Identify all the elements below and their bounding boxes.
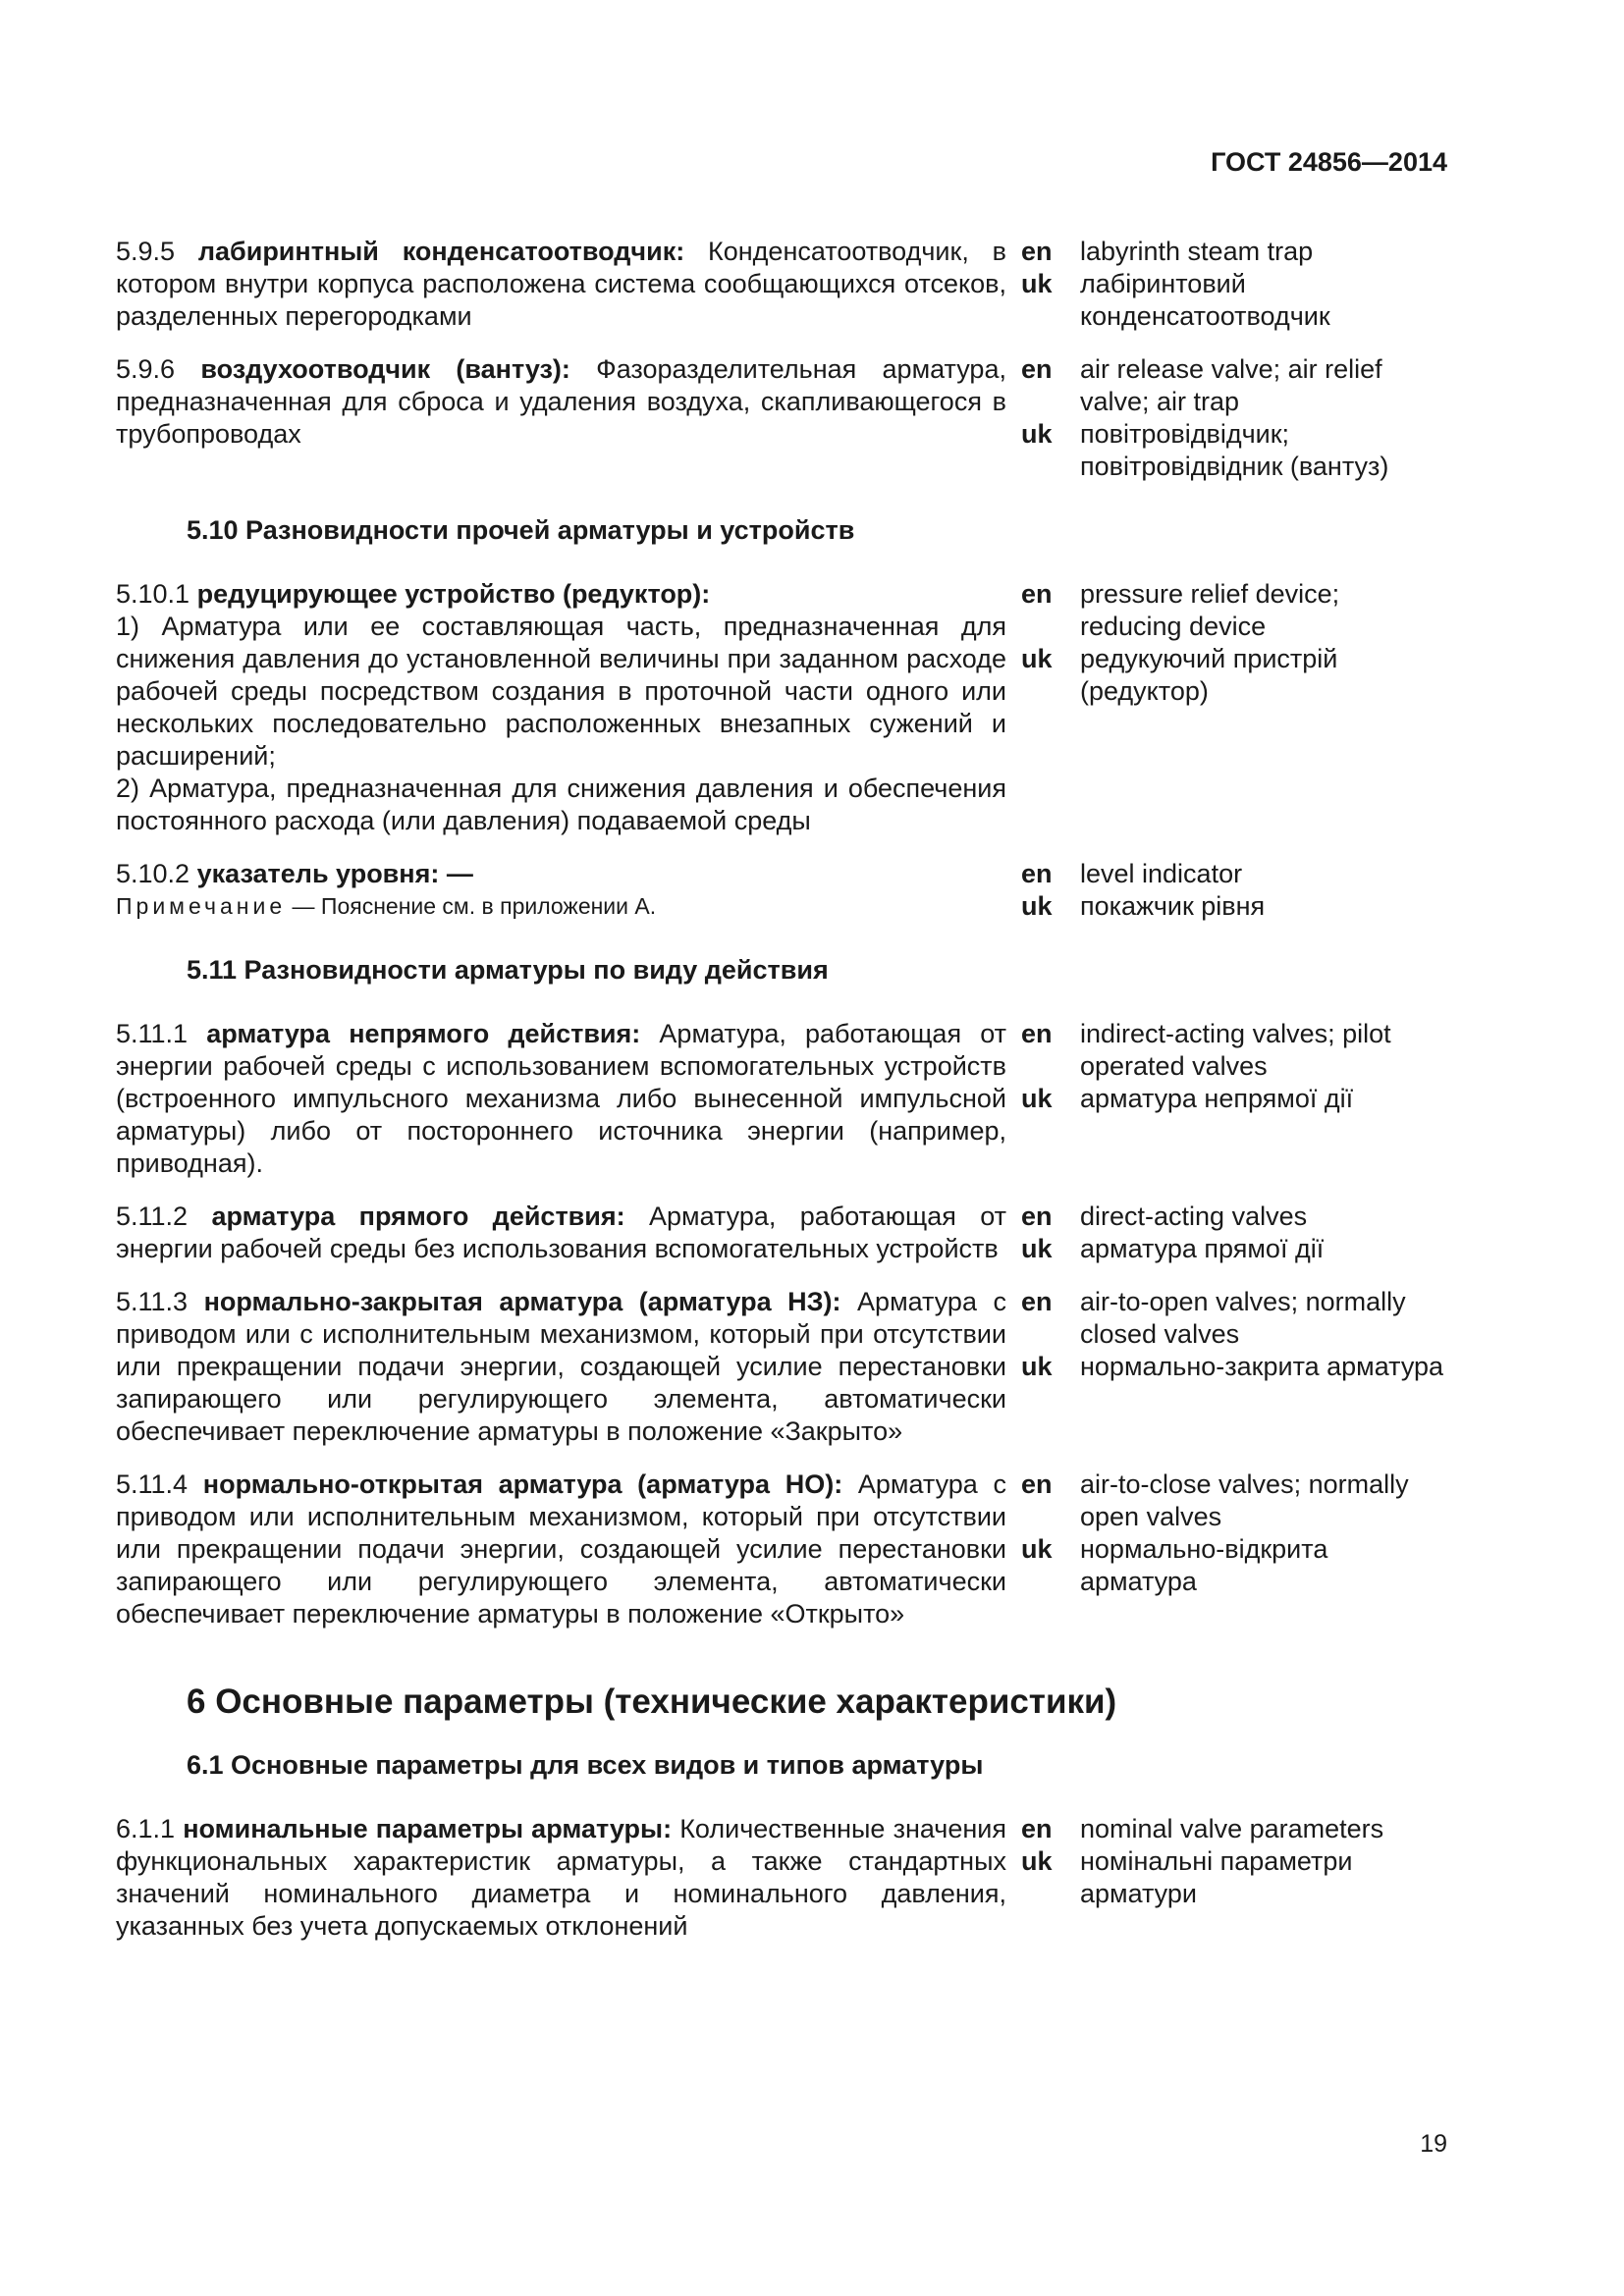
lang-code-uk: uk — [1021, 891, 1053, 921]
lang-code-uk: uk — [1021, 1234, 1053, 1263]
term-name: лабиринтный конденсатоотводчик: — [197, 237, 685, 266]
term-entry-5-11-1 — [116, 1018, 1447, 1180]
lang-code-uk: uk — [1021, 269, 1053, 298]
term-definition: Конденсатоотводчик, в котором внутри корпуса расположена система сообщающихся отсеков, разделенных перегородками — [116, 237, 1006, 331]
lang-code-en: en — [1021, 1814, 1053, 1843]
note-text: — Пояснение см. в приложении А. — [292, 893, 657, 919]
lang-code-uk: uk — [1021, 419, 1053, 449]
term-entry-5-9-5 — [116, 236, 1447, 333]
ukrainian-equivalent: повітровідвідчик; повітровідвідник (вантуз) — [1080, 419, 1389, 481]
term-definition: Арматура с приводом или исполнительным механизмом, который при отсутствии или прекращении подачи энергии, создающей усилие перестановки запирающего или регулирующего элемента, автоматически обеспечивает переключение арматуры в положение «Открыто» — [116, 1469, 1006, 1629]
lang-code-en: en — [1021, 1287, 1053, 1316]
term-number: 6.1.1 — [116, 1814, 176, 1843]
ukrainian-equivalent: нормально-закрита арматура — [1080, 1352, 1444, 1381]
term-number: 5.10.1 — [116, 579, 190, 609]
lang-code-uk: uk — [1021, 1084, 1053, 1113]
term-name: воздухоотводчик (вантуз): — [200, 354, 570, 384]
term-entry-5-10-2 — [116, 858, 1447, 923]
term-number: 5.11.3 — [116, 1287, 189, 1316]
term-entry-5-10-1 — [116, 578, 1447, 837]
note-label: Примечание — [116, 893, 287, 919]
document-header: ГОСТ 24856—2014 — [1211, 147, 1447, 177]
section-title-6: 6 Основные параметры (технические характеристики) — [187, 1682, 1117, 1721]
page-number: 19 — [1420, 2130, 1447, 2158]
term-note — [116, 890, 1006, 923]
term-entry-5-11-2 — [116, 1201, 1447, 1265]
lang-code-en: en — [1021, 1201, 1053, 1231]
page-content — [116, 236, 1447, 1943]
term-entry-6-1-1 — [116, 1813, 1447, 1943]
english-equivalent: air-to-close valves; normally open valves — [1080, 1469, 1409, 1531]
term-entry-5-11-4 — [116, 1468, 1447, 1630]
term-definition: Арматура с приводом или с исполнительным механизмом, который при отсутствии или прекращении подачи энергии, создающей усилие перестановки запирающего или регулирующего элемента, автоматически обеспечивает переключение арматуры в положение «Закрыто» — [116, 1287, 1006, 1446]
term-number: 5.11.1 — [116, 1019, 189, 1048]
term-definition: Количественные значения функциональных характеристик арматуры, а также стандартных значений номинального диаметра и номинального давления, указанных без учета допускаемых отклонений — [116, 1814, 1006, 1941]
lang-code-en: en — [1021, 579, 1053, 609]
lang-code-en: en — [1021, 1469, 1053, 1499]
english-equivalent: nominal valve parameters — [1080, 1814, 1384, 1843]
ukrainian-equivalent: номінальні параметри арматури — [1080, 1846, 1353, 1908]
term-definition: Фазоразделительная арматура, предназначенная для сброса и удаления воздуха, скапливающегося в трубопроводах — [116, 354, 1006, 449]
lang-code-en: en — [1021, 1019, 1053, 1048]
term-number: 5.10.2 — [116, 859, 190, 888]
lang-code-en: en — [1021, 354, 1053, 384]
term-entry-5-9-6 — [116, 353, 1447, 483]
english-equivalent: labyrinth steam trap — [1080, 237, 1314, 266]
subsection-title-5-11: 5.11 Разновидности арматуры по виду действия — [187, 955, 829, 985]
ukrainian-equivalent: нормально-відкрита арматура — [1080, 1534, 1328, 1596]
lang-code-uk: uk — [1021, 1846, 1053, 1876]
term-entry-5-11-3 — [116, 1286, 1447, 1448]
lang-code-uk: uk — [1021, 644, 1053, 673]
term-name: нормально-закрытая арматура (арматура НЗ): — [203, 1287, 841, 1316]
ukrainian-equivalent: арматура прямої дії — [1080, 1234, 1325, 1263]
ukrainian-equivalent: редукуючий пристрій (редуктор) — [1080, 644, 1338, 706]
english-equivalent: air-to-open valves; normally closed valves — [1080, 1287, 1406, 1349]
term-number: 5.11.2 — [116, 1201, 189, 1231]
term-definition-2: 2) Арматура, предназначенная для снижения давления и обеспечения постоянного расхода (или давления) подаваемой среды — [116, 774, 1006, 835]
term-number: 5.11.4 — [116, 1469, 189, 1499]
term-name: указатель уровня: — — [196, 859, 473, 888]
term-name: редуцирующее устройство (редуктор): — [196, 579, 711, 609]
term-number: 5.9.6 — [116, 354, 176, 384]
term-name: номинальные параметры арматуры: — [183, 1814, 673, 1843]
english-equivalent: pressure relief device; reducing device — [1080, 579, 1340, 641]
term-definition-1: 1) Арматура или ее составляющая часть, предназначенная для снижения давления до установленной величины при заданном расходе рабочей среды посредством создания в проточной части одного или нескольких последовательно расположенных внезапных сужений и расширений; — [116, 612, 1006, 771]
lang-code-en: en — [1021, 859, 1053, 888]
term-number: 5.9.5 — [116, 237, 176, 266]
ukrainian-equivalent: лабіринтовий конденсатоотводчик — [1080, 269, 1330, 331]
english-equivalent: direct-acting valves — [1080, 1201, 1308, 1231]
lang-code-en: en — [1021, 237, 1053, 266]
subsection-title-6-1: 6.1 Основные параметры для всех видов и типов арматуры — [187, 1750, 984, 1780]
term-name: арматура прямого действия: — [211, 1201, 625, 1231]
subsection-title-5-10: 5.10 Разновидности прочей арматуры и устройств — [187, 515, 855, 545]
lang-code-uk: uk — [1021, 1534, 1053, 1564]
english-equivalent: level indicator — [1080, 859, 1243, 888]
ukrainian-equivalent: арматура непрямої дії — [1080, 1084, 1354, 1113]
english-equivalent: air release valve; air relief valve; air trap — [1080, 354, 1382, 416]
term-definition: Арматура, работающая от энергии рабочей среды с использованием вспомогательных устройств (встроенного импульсного механизма либо вынесенной импульсной арматуры) либо от постороннего источника энергии (например, приводная). — [116, 1019, 1006, 1178]
ukrainian-equivalent: покажчик рівня — [1080, 891, 1266, 921]
term-name: арматура непрямого действия: — [206, 1019, 641, 1048]
term-name: нормально-открытая арматура (арматура НО): — [202, 1469, 843, 1499]
term-definition: Арматура, работающая от энергии рабочей среды без использования вспомогательных устройств — [116, 1201, 1006, 1263]
english-equivalent: indirect-acting valves; pilot operated valves — [1080, 1019, 1391, 1081]
lang-code-uk: uk — [1021, 1352, 1053, 1381]
